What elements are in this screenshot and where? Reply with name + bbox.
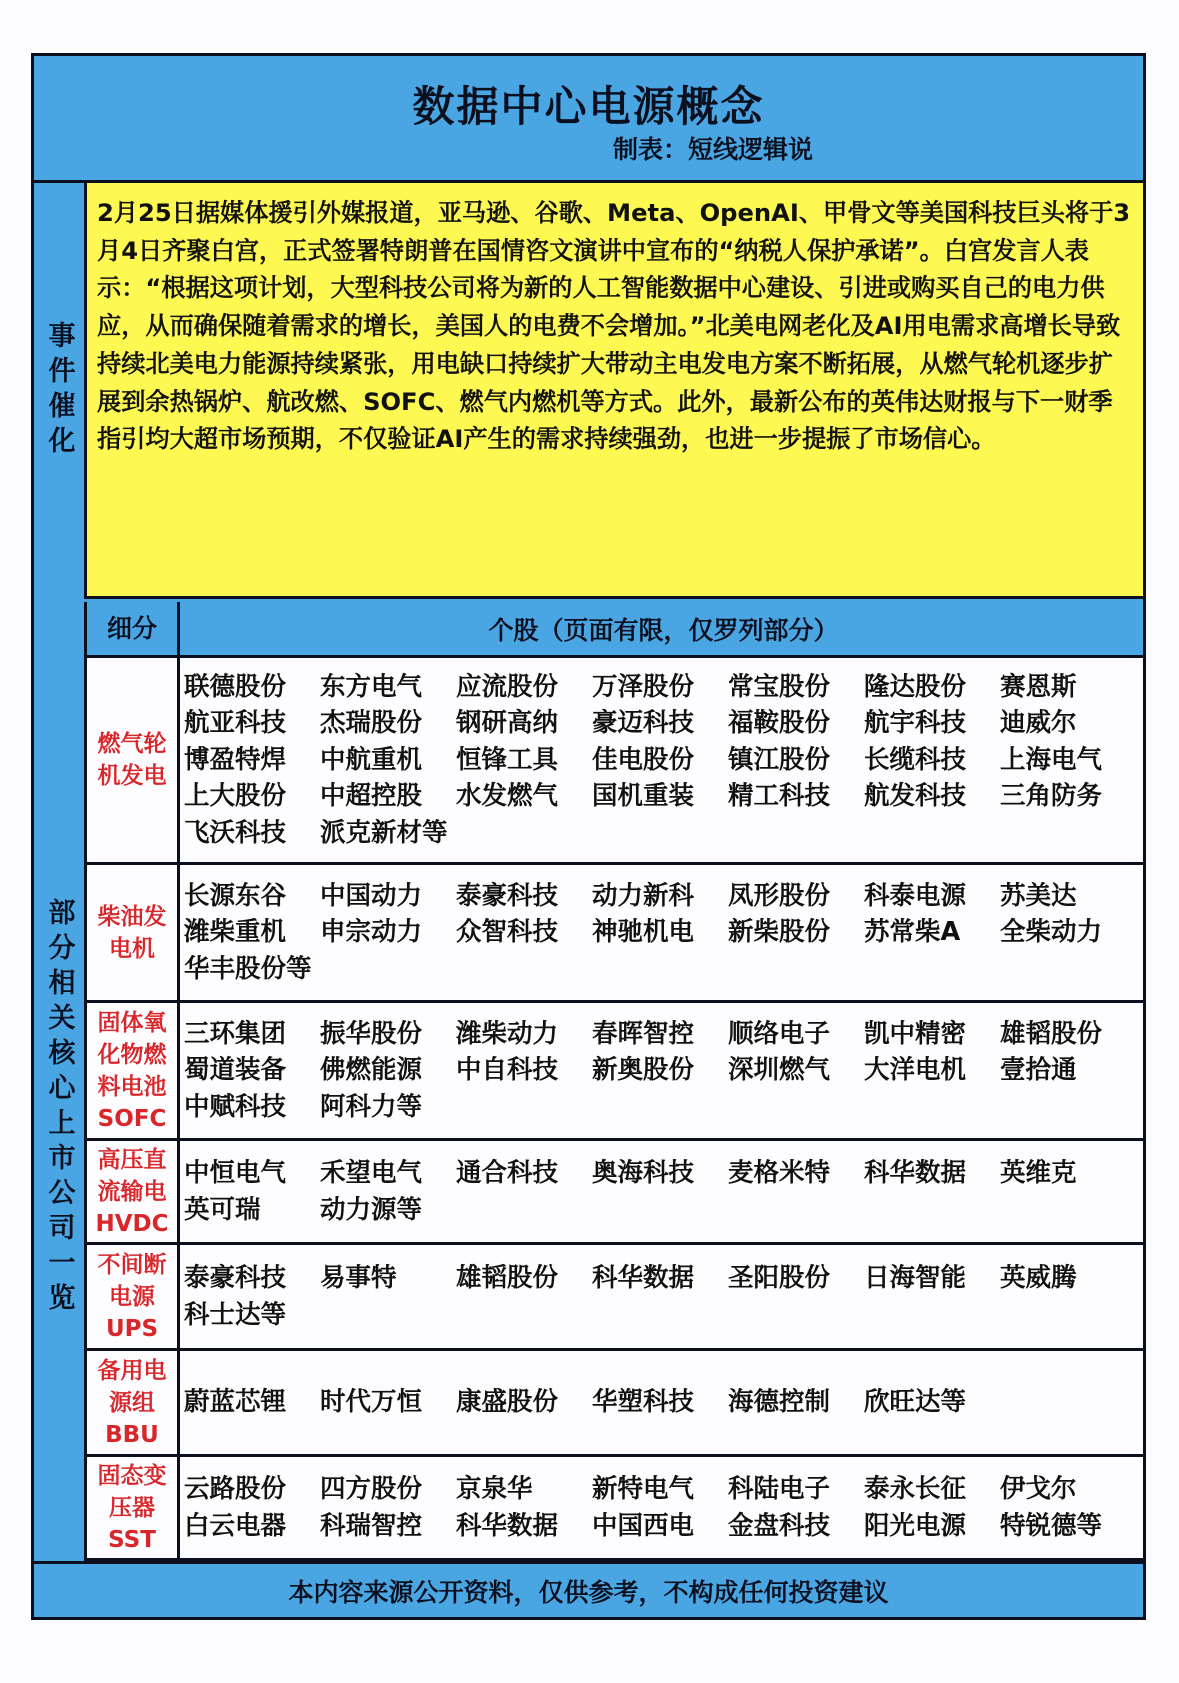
stock-name: 科华数据 [592, 1263, 695, 1293]
stock-name: 时代万恒 [320, 1387, 423, 1418]
stock-name: 东方电气 [320, 671, 423, 702]
stock-line [184, 1384, 1143, 1421]
stock-name: 杰瑞股份 [320, 708, 423, 739]
stock-name: 全柴动力 [1000, 917, 1103, 948]
stock-name: 上海电气 [1000, 744, 1103, 775]
stock-name: 动力新科 [592, 880, 695, 911]
stock-name: 云路股份 [184, 1474, 287, 1504]
stock-name: 潍柴动力 [456, 1018, 559, 1049]
stock-name: 中航重机 [320, 744, 423, 775]
stock-name: 中赋科技 [184, 1091, 287, 1122]
stock-name: 动力源等 [320, 1194, 423, 1225]
stock-name: 泰豪科技 [456, 880, 559, 911]
stock-name: 博盈特焊 [184, 744, 287, 775]
stock-name: 科华数据 [864, 1158, 967, 1188]
stock-name: 凤形股份 [728, 880, 831, 911]
stock-line [184, 669, 1143, 706]
category-label: 固体氧化物燃料电池SOFC [87, 1003, 180, 1138]
stock-line [184, 1089, 1143, 1126]
stock-name: 中自科技 [456, 1055, 559, 1086]
stock-name: 隆达股份 [864, 671, 967, 702]
stock-name: 新特电气 [592, 1474, 695, 1504]
stock-name: 四方股份 [320, 1474, 423, 1504]
stock-list [180, 865, 1143, 1000]
stock-name: 华塑科技 [592, 1387, 695, 1418]
stock-name: 佳电股份 [592, 744, 695, 775]
column-header-stocks: 个股（页面有限，仅罗列部分） [180, 602, 1143, 655]
stock-line [184, 1297, 1143, 1334]
stock-line [184, 778, 1143, 815]
stock-name: 圣阳股份 [728, 1263, 831, 1293]
stock-name: 水发燃气 [456, 781, 559, 812]
stock-name: 中恒电气 [184, 1158, 287, 1188]
category-label: 固态变压器SST [87, 1457, 180, 1558]
disclaimer-footer: 本内容来源公开资料，仅供参考，不构成任何投资建议 [34, 1561, 1143, 1617]
stock-name: 长源东谷 [184, 880, 287, 911]
stock-name: 日海智能 [864, 1263, 967, 1293]
stock-name: 常宝股份 [728, 671, 831, 702]
stock-name: 钢研高纳 [456, 708, 559, 739]
stock-name: 长缆科技 [864, 744, 967, 775]
stock-name: 深圳燃气 [728, 1055, 831, 1086]
stock-name: 壹拾通 [1000, 1055, 1077, 1086]
stock-name: 泰永长征 [864, 1474, 967, 1504]
header [34, 56, 1143, 183]
stock-name: 赛恩斯 [1000, 671, 1077, 702]
category-label: 不间断电源UPS [87, 1245, 180, 1348]
stock-name: 镇江股份 [728, 744, 831, 775]
stock-name: 伊戈尔 [1000, 1474, 1077, 1504]
stock-line [184, 1471, 1143, 1508]
stock-list [180, 1245, 1143, 1348]
stock-name: 欣旺达等 [864, 1387, 967, 1418]
stock-name: 申宗动力 [320, 917, 423, 948]
table-row [87, 1003, 1143, 1141]
stock-line [184, 742, 1143, 779]
stock-name: 科陆电子 [728, 1474, 831, 1504]
stock-name: 麦格米特 [728, 1158, 831, 1188]
stock-name: 三环集团 [184, 1018, 287, 1049]
page-title: 数据中心电源概念 [412, 82, 765, 131]
stock-list [180, 1457, 1143, 1558]
stock-name: 精工科技 [728, 781, 831, 812]
stock-name: 雄韬股份 [456, 1263, 559, 1293]
stock-name: 苏常柴A [864, 917, 961, 948]
stock-name: 奥海科技 [592, 1158, 695, 1188]
stock-name: 应流股份 [456, 671, 559, 702]
stock-name: 国机重装 [592, 781, 695, 812]
category-label: 柴油发电机 [87, 865, 180, 1000]
stock-name: 凯中精密 [864, 1018, 967, 1049]
stock-name: 中国动力 [320, 880, 423, 911]
stock-name: 海德控制 [728, 1387, 831, 1418]
stock-name: 英可瑞 [184, 1194, 261, 1225]
stock-line [184, 1155, 1143, 1192]
stock-name: 科泰电源 [864, 880, 967, 911]
stock-line [184, 1016, 1143, 1053]
stock-name: 福鞍股份 [728, 708, 831, 739]
table-row [87, 658, 1143, 865]
stock-name: 万泽股份 [592, 671, 695, 702]
stock-name: 大洋电机 [864, 1055, 967, 1086]
stock-name: 科士达等 [184, 1299, 287, 1330]
stock-name: 苏美达 [1000, 880, 1077, 911]
stock-name: 联德股份 [184, 671, 287, 702]
stock-name: 上大股份 [184, 781, 287, 812]
stock-name: 英维克 [1000, 1158, 1077, 1188]
stock-name: 顺络电子 [728, 1018, 831, 1049]
stock-line [184, 705, 1143, 742]
stock-line [184, 914, 1143, 951]
stock-name: 振华股份 [320, 1018, 423, 1049]
table-row [87, 1457, 1143, 1561]
stock-name: 泰豪科技 [184, 1263, 287, 1293]
table-row [87, 1141, 1143, 1245]
stock-list [180, 1351, 1143, 1454]
stock-line [184, 1052, 1143, 1089]
stock-name: 英威腾 [1000, 1263, 1077, 1293]
stock-name: 派克新材等 [320, 817, 448, 848]
stock-name: 中超控股 [320, 781, 423, 812]
stock-line [184, 1192, 1143, 1229]
stock-name: 豪迈科技 [592, 708, 695, 739]
table-row [87, 1245, 1143, 1351]
stock-name: 雄韬股份 [1000, 1018, 1103, 1049]
stock-name: 阿科力等 [320, 1091, 423, 1122]
event-side-label: 事件催化 [34, 183, 87, 599]
stock-name: 中国西电 [592, 1510, 695, 1541]
stock-list [180, 1141, 1143, 1242]
table-header-row [87, 602, 1143, 658]
stock-table [87, 602, 1143, 1561]
stock-name: 神驰机电 [592, 917, 695, 948]
stock-name: 春晖智控 [592, 1018, 695, 1049]
category-label: 高压直流输电HVDC [87, 1141, 180, 1242]
stock-name: 佛燃能源 [320, 1055, 423, 1086]
stock-name: 蔚蓝芯锂 [184, 1387, 287, 1418]
stock-list [180, 658, 1143, 862]
stock-name: 易事特 [320, 1263, 397, 1293]
stock-name: 禾望电气 [320, 1158, 423, 1188]
summary-table [31, 53, 1146, 1620]
stock-name: 科华数据 [456, 1510, 559, 1541]
stock-name: 华丰股份等 [184, 953, 312, 984]
table-row [87, 1351, 1143, 1457]
stock-name: 康盛股份 [456, 1387, 559, 1418]
stock-name: 航宇科技 [864, 708, 967, 739]
stock-name: 京泉华 [456, 1474, 533, 1504]
stock-name: 金盘科技 [728, 1510, 831, 1541]
category-label: 备用电源组BBU [87, 1351, 180, 1454]
stock-name: 蜀道装备 [184, 1055, 287, 1086]
stock-name: 白云电器 [184, 1510, 287, 1541]
stock-name: 三角防务 [1000, 781, 1103, 812]
category-label: 燃气轮机发电 [87, 658, 180, 862]
stock-name: 新奥股份 [592, 1055, 695, 1086]
stock-line [184, 1260, 1143, 1297]
stock-name: 恒锋工具 [456, 744, 559, 775]
stock-line [184, 951, 1143, 988]
stock-name: 阳光电源 [864, 1510, 967, 1541]
author-credit: 制表：短线逻辑说 [612, 135, 813, 164]
stock-line [184, 878, 1143, 915]
stock-name: 迪威尔 [1000, 708, 1077, 739]
event-description: 2月25日据媒体援引外媒报道，亚马逊、谷歌、Meta、OpenAI、甲骨文等美国科技巨头将于3月4日齐聚白宫，正式签署特朗普在国情咨文演讲中宣布的“纳税人保护承诺”。白宫发言人表示：“根据这项计划，大型科技公司将为新的人工智能数据中心建设、引进或购买自己的电力供应，从而确保随着需求的增长，美国人的电费不会增加。”北美电网老化及AI用电需求高增长导致持续北美电力能源持续紧张，用电缺口持续扩大带动主电发电方案不断拓展，从燃气轮机逐步扩展到余热锅炉、航改燃、SOFC、燃气内燃机等方式。此外，最新公布的英伟达财报与下一财季指引均大超市场预期，不仅验证AI产生的需求持续强劲，也进一步提振了市场信心。 [87, 183, 1143, 599]
stock-name: 飞沃科技 [184, 817, 287, 848]
stock-name: 众智科技 [456, 917, 559, 948]
stock-name: 科瑞智控 [320, 1510, 423, 1541]
stock-line [184, 815, 1143, 852]
table-row [87, 865, 1143, 1003]
stock-name: 特锐德等 [1000, 1510, 1103, 1541]
stock-name: 航亚科技 [184, 708, 287, 739]
stock-line [184, 1508, 1143, 1545]
list-side-label: 部分相关核心上市公司一览 [34, 602, 87, 1614]
stock-name: 通合科技 [456, 1158, 559, 1188]
stock-name: 新柴股份 [728, 917, 831, 948]
stock-name: 航发科技 [864, 781, 967, 812]
stock-name: 潍柴重机 [184, 917, 287, 948]
stock-list [180, 1003, 1143, 1138]
column-header-category: 细分 [87, 602, 180, 655]
